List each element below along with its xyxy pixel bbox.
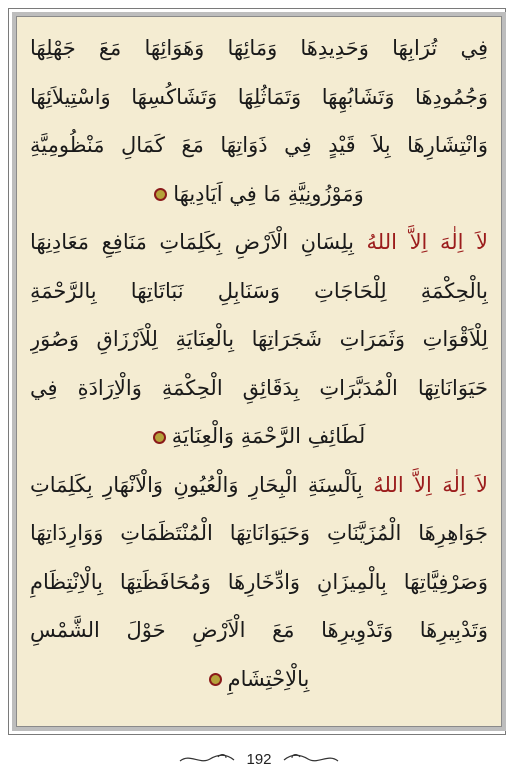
text-line — [30, 24, 488, 73]
text-line — [30, 606, 488, 655]
text-line — [30, 364, 488, 413]
line-text: بِالْاِحْتِشَامِ — [227, 666, 310, 691]
text-line — [30, 73, 488, 122]
text-line — [30, 509, 488, 558]
text-line — [30, 461, 488, 510]
line-text: بِلِسَانِ الْاَرْضِ بِكَلِمَاتِ مَنَافِعِ مَعَادِنِهَا — [30, 230, 367, 254]
line-text: وَمَوْزُونِيَّةِ مَا فِي اَيَادِيهَا — [173, 181, 364, 206]
line-text: لَطَائِفِ الرَّحْمَةِ وَالْعِنَايَةِ — [171, 424, 366, 448]
text-line — [30, 655, 488, 704]
line-text: بِاَلْسِنَةِ الْبِحَارِ وَالْعُيُونِ وَالْاَنْهَارِ بِكَلِمَاتِ — [30, 472, 374, 497]
verse-stop-icon — [209, 673, 222, 686]
line-text: وَجُمُودِهَا وَتَشَابُهِهَا وَتَمَاثُلِهَا وَتَشَاكُسِهَا وَاسْتِيلاَئِهَا — [30, 84, 488, 109]
page-footer — [0, 744, 518, 774]
text-line — [30, 121, 488, 170]
line-text: فِي تُرَابِهَا وَحَدِيدِهَا وَمَائِهَا وَهَوَائِهَا مَعَ جَهْلِهَا — [30, 36, 488, 60]
text-line — [30, 218, 488, 267]
line-text: وَانْتِشَارِهَا بِلاَ قَيْدٍ فِي ذَوَاتِهَا مَعَ كَمَالِ مَنْظُومِيَّةِ — [30, 133, 488, 157]
text-line — [30, 315, 488, 364]
line-text: بِالْحِكْمَةِ لِلْحَاجَاتِ وَسَنَابِلِ نَبَاتَاتِهَا بِالرَّحْمَةِ — [30, 278, 488, 303]
line-text: جَوَاهِرِهَا الْمُزَيَّنَاتِ وَحَيَوَانَاتِهَا الْمُنْتَظَمَاتِ وَوَارِدَاتِهَا — [30, 521, 488, 545]
verse-stop-icon — [154, 188, 167, 201]
left-ornament-icon — [178, 751, 236, 767]
red-tahlil-phrase: لاَ اِلٰهَ اِلاَّ اللهُ — [366, 230, 488, 254]
line-text: حَيَوَانَاتِهَا الْمُدَبَّرَاتِ بِدَقَائِقِ الْحِكْمَةِ وَالْاِرَادَةِ فِي — [30, 375, 488, 400]
line-text: لِلْاَقْوَاتِ وَثَمَرَاتِ شَجَرَاتِهَا بِالْعِنَايَةِ لِلْاَرْزَاقِ وَصُوَرِ — [30, 327, 488, 351]
page-number: 192 — [246, 750, 272, 768]
text-line — [30, 267, 488, 316]
arabic-text-block — [30, 24, 488, 703]
right-ornament-icon — [282, 751, 340, 767]
verse-stop-icon — [153, 431, 166, 444]
text-line — [30, 412, 488, 461]
line-text: وَصَرْفِيَّاتِهَا بِالْمِيزَانِ وَادِّخَارِهَا وَمُحَافَظَتِهَا بِالْاِنْتِظَامِ — [30, 569, 488, 594]
red-tahlil-phrase: لاَ اِلٰهَ اِلاَّ اللهُ — [373, 472, 488, 497]
text-line — [30, 170, 488, 219]
line-text: وَتَدْبِيرِهَا وَتَدْوِيرِهَا مَعَ الْاَرْضِ حَوْلَ الشَّمْسِ — [30, 618, 488, 642]
text-line — [30, 558, 488, 607]
